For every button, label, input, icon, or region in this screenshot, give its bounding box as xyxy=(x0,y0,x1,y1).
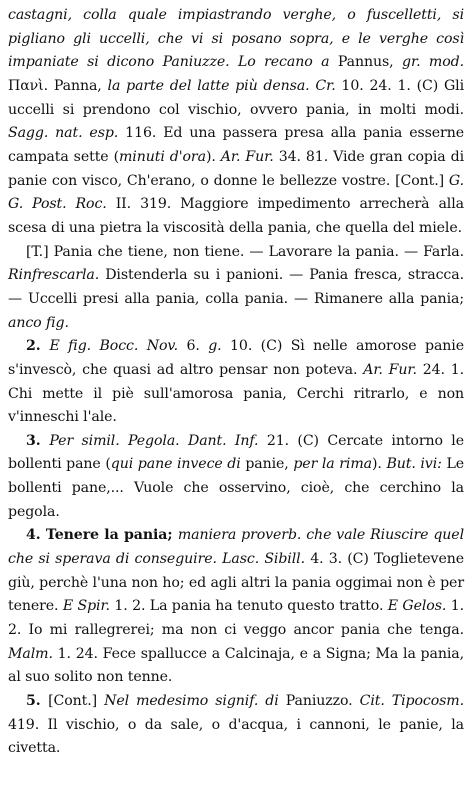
text-run: Nel medesimo signif. di xyxy=(104,693,286,710)
text-run: anco fig. xyxy=(8,314,69,331)
text-run: Pannus, xyxy=(337,54,403,71)
text-run: [Cont.] xyxy=(48,693,105,710)
text-run: E fig. Bocc. Nov. xyxy=(49,338,187,355)
text-run: E Spir. xyxy=(62,598,115,615)
text-run: Malm. xyxy=(8,645,58,662)
entry-paragraph xyxy=(8,690,464,761)
entry-paragraph xyxy=(8,241,464,336)
text-run: Cit. Tipocosm. xyxy=(359,693,464,710)
entry-paragraph xyxy=(8,524,464,690)
text-run: 21. (C) Cercate intorno le bollenti pane ( xyxy=(8,432,464,473)
text-run: II. 319. Maggiore impedimento arrecherà alla scesa di una pietra la viscosità della pania, che quella del miele. xyxy=(8,196,464,236)
text-run: 4. Tenere la pania; xyxy=(26,527,178,544)
text-run: But. ivi: xyxy=(386,456,447,473)
text-run: gr. mod. xyxy=(402,54,464,71)
text-run: Per simil. Pegola. Dant. Inf. xyxy=(49,432,267,449)
text-run: 3. xyxy=(26,432,50,449)
text-run: panie, xyxy=(245,456,294,473)
text-run: 419. Il vischio, o da sale, o d'acqua, i cannoni, le panie, la civetta. xyxy=(8,716,464,757)
text-run: la parte del latte più densa. Cr. xyxy=(107,77,342,94)
text-run: Sagg. nat. esp. xyxy=(8,125,126,142)
text-run: g. xyxy=(208,338,231,355)
text-run: maniera proverb. che vale Riuscire quel che si sperava di conseguire. Lasc. Sibill. xyxy=(8,527,464,568)
text-run: Distenderla su i panioni. — Pania fresca, stracca. — Uccelli presi alla pania, colla pania. — Rimanere alla pania; xyxy=(8,267,464,307)
text-run: Ar. Fur. xyxy=(363,361,423,378)
text-run: [T.] Pania che tiene, non tiene. — Lavorare la pania. — Farla. xyxy=(26,243,464,260)
text-run: Ar. Fur. xyxy=(220,148,279,165)
text-run: Le bollenti pane,... Vuole che osservino, cioè, che cerchino la pegola. xyxy=(8,456,464,520)
text-run: qui pane invece di xyxy=(110,456,246,473)
entry-paragraph xyxy=(8,335,464,430)
text-run: 1. 2. Io mi rallegrerei; ma non ci veggo ancor pania che tenga. xyxy=(8,598,464,639)
text-run: 10. 24. 1. (C) Gli uccelli si prendono col vischio, ovvero pania, in molti modi. xyxy=(8,77,464,118)
text-run: ). xyxy=(205,148,221,165)
text-run: Rinfrescarla. xyxy=(8,267,106,284)
text-run: 6. xyxy=(186,338,209,355)
text-run: 5. xyxy=(26,693,49,710)
text-run: castagni, colla quale impiastrando verghe, o fuscelletti, si pigliano gli uccelli, che vi si posano sopra, e le verghe così impaniate si dicono Paniuzze. Lo recano a xyxy=(8,7,464,71)
text-run: ). xyxy=(372,456,387,473)
text-run: 24. 1. Chi mette il piè sull'amorosa pania, Cerchi ritrarlo, e non v'inneschi l'ale. xyxy=(8,361,465,426)
text-run: minuti d'ora xyxy=(119,148,206,165)
text-run: G. G. Post. Roc. xyxy=(8,172,464,213)
text-run: per la rima xyxy=(293,456,372,473)
text-run: 4. 3. (C) Toglietevene giù, perchè l'una non ho; ed agli altri la pania oggimai non è per tenere. xyxy=(8,551,464,615)
text-run: Paniuzzo. xyxy=(285,693,360,710)
text-run: 1. 24. Fece spallucce a Calcinaja, e a Signa; Ma la pania, al suo solito non tenne. xyxy=(8,645,464,686)
text-run: 2. xyxy=(26,338,50,355)
entry-paragraph xyxy=(8,430,464,525)
entry-paragraph xyxy=(8,4,464,241)
text-run: 1. 2. La pania ha tenuto questo tratto. xyxy=(114,598,388,615)
dictionary-entry xyxy=(8,4,464,761)
text-run: Πανὶ. Panna, xyxy=(8,77,108,94)
text-run: 34. 81. Vide gran copia di panie con visco, Ch'erano, o donne le bellezze vostre. [Cont.] xyxy=(8,148,464,189)
text-run: E Gelos. xyxy=(387,598,451,615)
text-run: 116. Ed una passera presa alla pania esserne campata sette ( xyxy=(8,125,464,165)
text-run: 10. (C) Sì nelle amorose panie s'invescò, che quasi ad altro pensar non poteva. xyxy=(8,338,464,378)
